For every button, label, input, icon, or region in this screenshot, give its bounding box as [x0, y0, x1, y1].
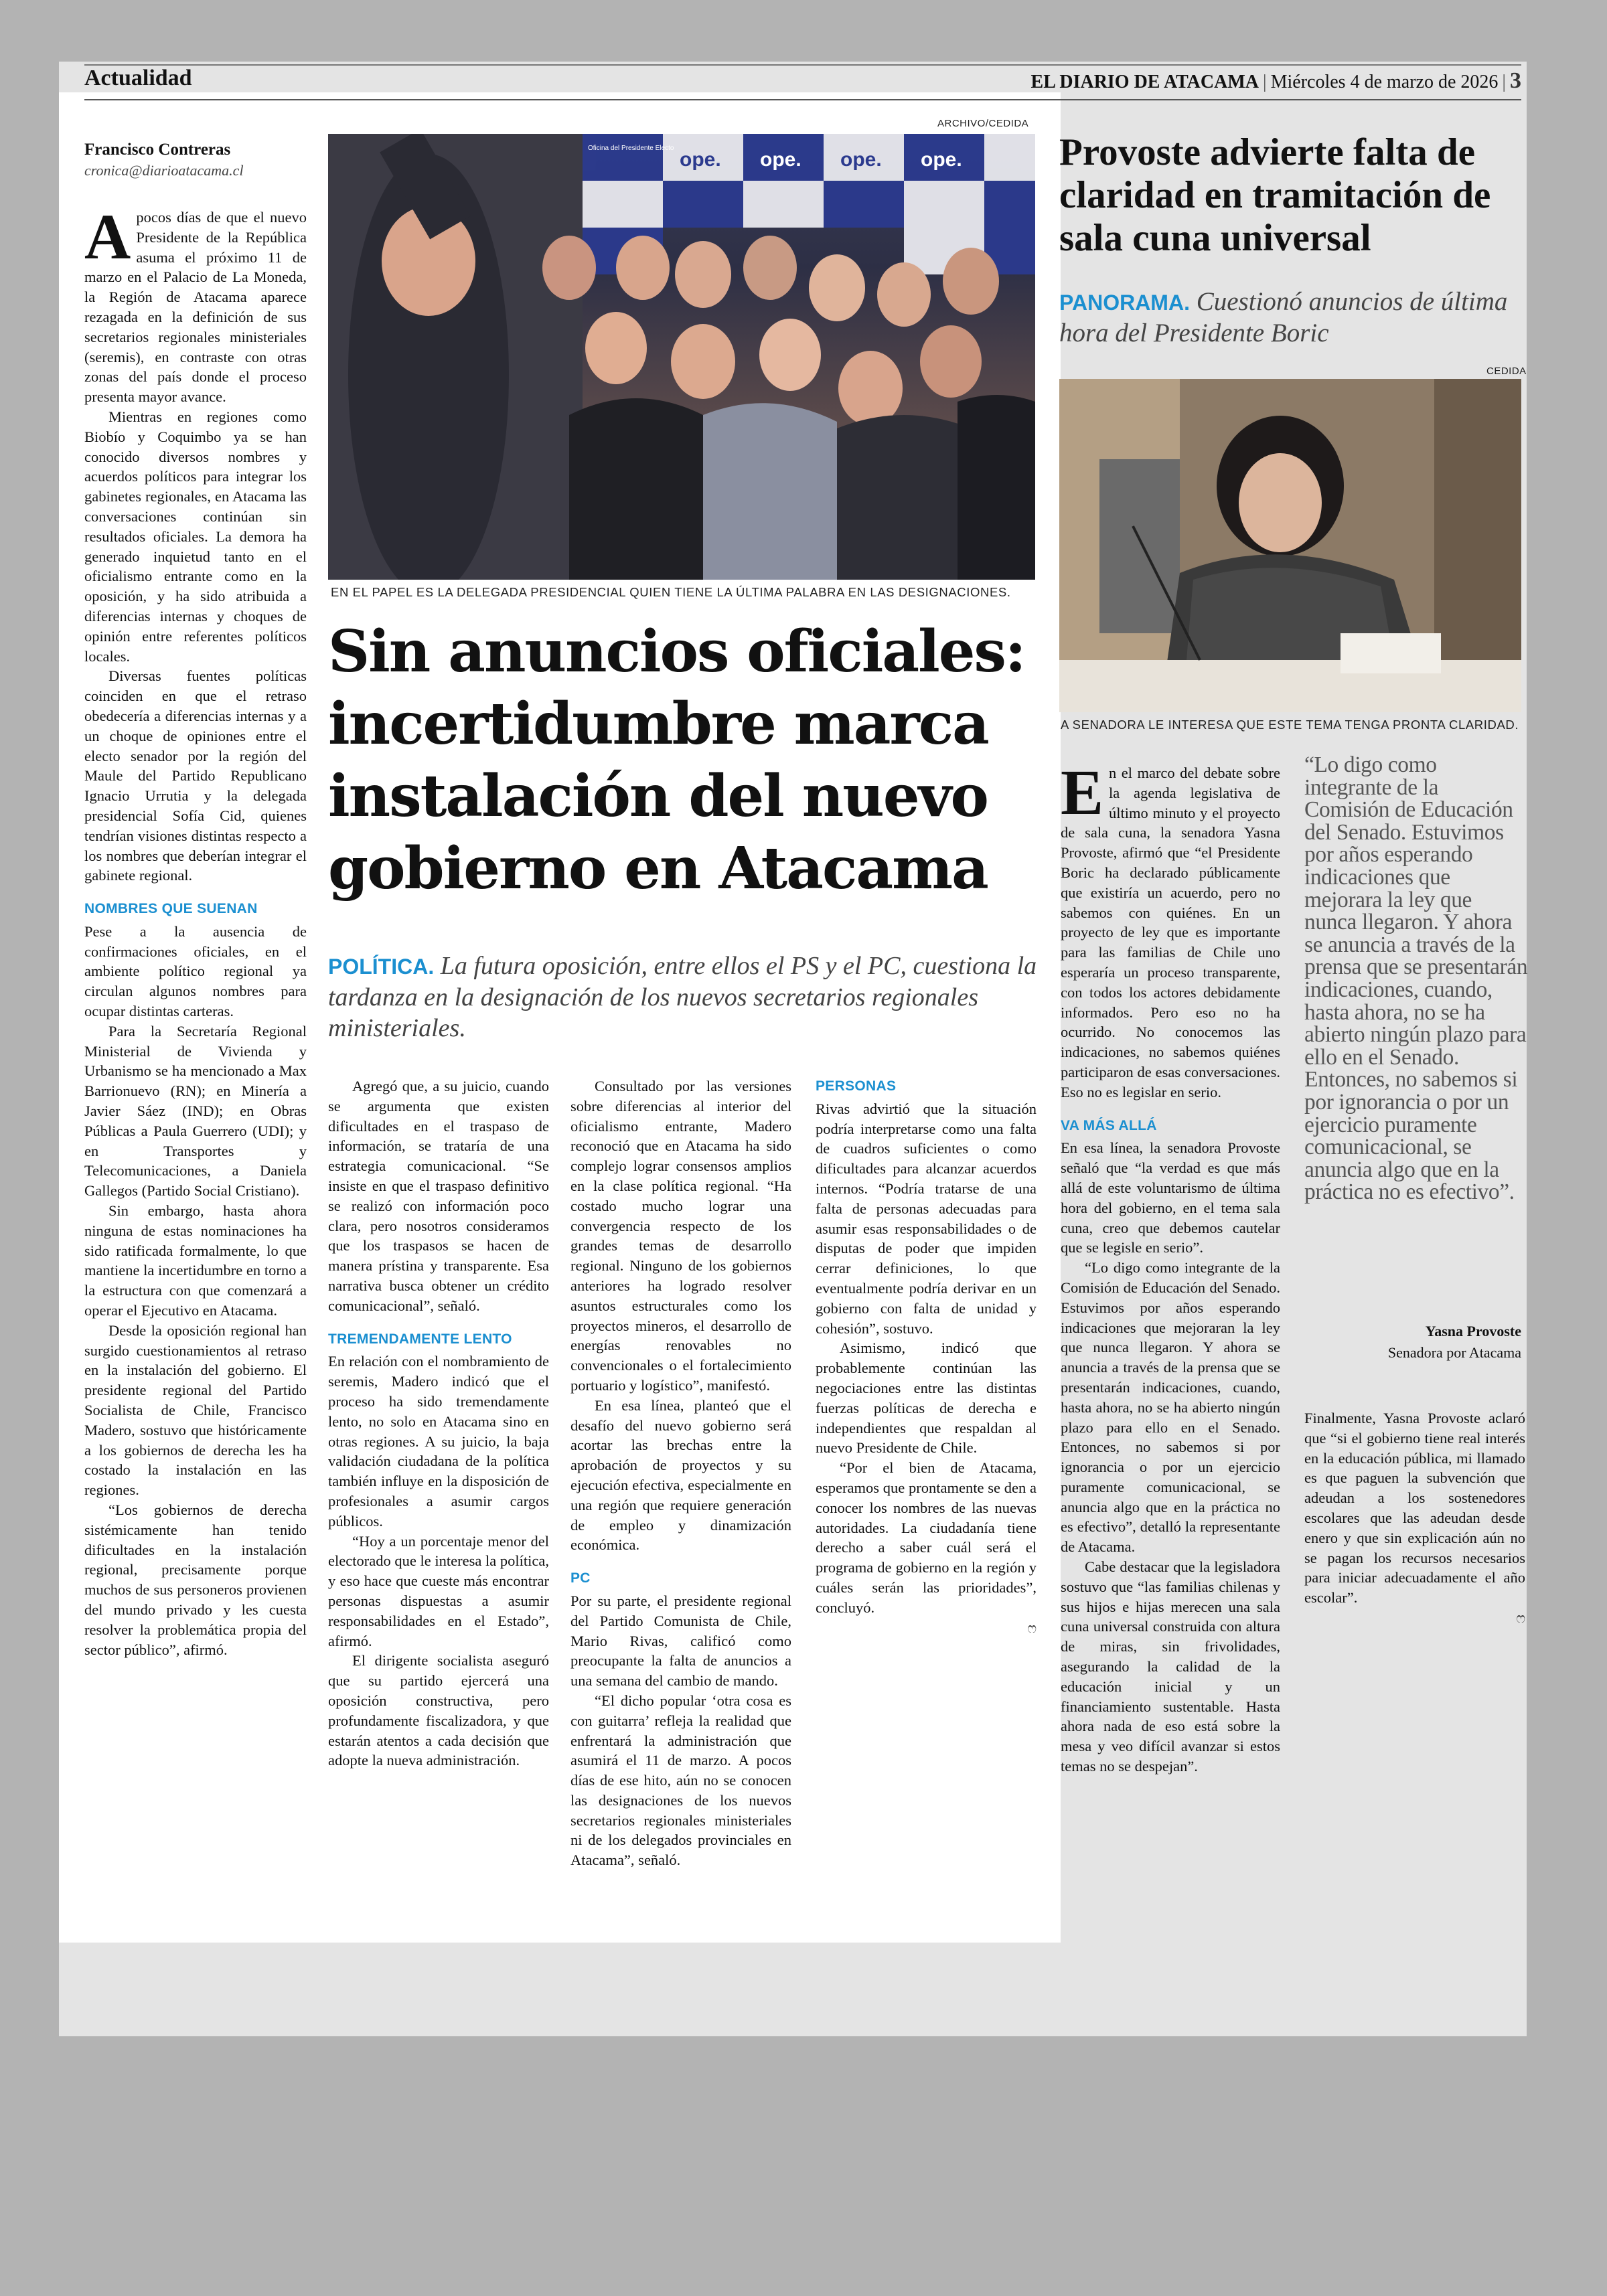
side-paragraph: n el marco del debate sobre la agenda legislativa de último minuto y el proyecto de sala cuna, la senadora Yasna Provoste, afirmó que “el Presidente Boric ha declarado públicamente que existiría un acuerdo, pero no sabemos con quiénes. En un proyecto de ley que es importante para las familias de Chile uno esperaría un proceso transparente, con todos los actores debidamente informados. Pero eso no ha ocurrido. No conocemos las indicaciones, no sabemos quiénes participaron de esas conversaciones. Eso no es legislar en serio. [1061, 764, 1280, 1100]
quote-signer-name: Yasna Provoste [1425, 1323, 1521, 1339]
main-column-1 [84, 201, 307, 1659]
side-paragraph: Cabe destacar que la legisladora sostuvo que “las familias chilenas y sus hijos e hijas merecen una sala cuna universal construida con altura de miras, sin frivolidades, asegurando la calidad de la educación inicial y un financiamiento sustentable. Hasta ahora nada de eso está sobre la mesa y veo difícil avanzar si estos temas no se despejan”. [1061, 1558, 1280, 1775]
main-paragraph: Mientras en regiones como Biobío y Coquimbo ya se han conocido diversos nombres y acuerdos políticos para integrar los gabinetes regionales, en Atacama las conversaciones continúan sin resultados oficiales. La demora ha generado inquietud tanto en el oficialismo entrante como en la oposición, y ha sido atribuida a diferencias internas y choques de opinión entre referentes políticos locales. [84, 408, 307, 665]
main-paragraph: Consultado por las versiones sobre diferencias al interior del oficialismo entrante, Madero reconoció que en Atacama ha sido complejo lograr consensos amplios en la clase política regional. “Ha costado mucho lograr una convergencia respecto de los grandes temas de desarrollo regional. Ninguno de los gobiernos anteriores ha logrado resolver asuntos estructurales como los proyectos mineros, el desarrollo de energías renovables no convencionales o el fortalecimiento portuario y logístico”, manifestó. [570, 1078, 791, 1394]
masthead: EL DIARIO DE ATACAMA | Miércoles 4 de marzo de 2026 | 3 [1030, 68, 1521, 93]
quote-signer-role: Senadora por Atacama [1387, 1344, 1521, 1361]
side-column-1 [1061, 756, 1280, 1777]
masthead-rule-top [84, 64, 1521, 66]
main-paragraph: “El dicho popular ‘otra cosa es con guitarra’ refleja la realidad que enfrentará la administración que asumirá el 11 de marzo. A pocos días de ese hito, aún no se conocen las designaciones de los nuevos secretarios regionales ministeriales ni de los delegados provinciales en Atacama”, señaló. [570, 1692, 791, 1869]
main-paragraph: “Hoy a un porcentaje menor del electorado que le interesa la política, y eso hace que cueste más encontrar personas dispuestas a asumir responsabilidades en el Estado”, afirmó. [328, 1532, 549, 1649]
subhead-pc: PC [570, 1570, 591, 1586]
pull-quote: “Lo digo como integrante de la Comisión de Educación del Senado. Estuvimos por años esperando indicaciones que mejorara la ley que nunca llegaron. Y ahora se anuncia a través de la prensa que se presentarán indicaciones, cuando, hasta ahora, no se ha abierto ningún plazo para ello en el Senado. Entonces, no sabemos si por ignorancia o por un ejercicio puramente comunicacional, se anuncia algo que en la práctica no es efectivo”. [1304, 752, 1528, 1205]
main-paragraph: El dirigente socialista aseguró que su partido ejercerá una oposición constructiva, pero profundamente fiscalizadora, y que estarán atentos a cada decisión que adopte la nueva administración. [328, 1652, 549, 1769]
main-paragraph: En esa línea, planteó que el desafío del nuevo gobierno será acortar las brechas entre la aprobación de proyectos y su ejecución efectiva, especialmente en una región que requiere generación de empleo y dinamización económica. [570, 1396, 791, 1554]
main-lead-text: La futura oposición, entre ellos el PS y el PC, cuestiona la tardanza en la designación de los nuevos secretarios regionales ministeriales. [328, 952, 1037, 1042]
main-paragraph: Agregó que, a su juicio, cuando se argumenta que existen dificultades en el traspaso de información, se trataría de una estrategia comunicacional. “Se insiste en que el traspaso definitivo se realizó con información poco clara, pero nosotros consideramos que los traspasos se hacen de manera prístina y transparente. Esa narrativa busca obtener un crédito comunicacional”, señaló. [328, 1078, 549, 1314]
main-paragraph: Rivas advirtió que la situación podría interpretarse como una falta de cuadros suficientes o como dificultades para alcanzar acuerdos internos. “Podría tratarse de una falta de personas adecuadas para asumir esas responsabilidades o de disputas de poder que impiden cerrar definiciones, lo que eventualmente podría derivar en un gobierno con falta de unidad y cohesión”, sostuvo. [816, 1100, 1037, 1337]
section-label: Actualidad [84, 66, 192, 90]
main-paragraph: Sin embargo, hasta ahora ninguna de estas nominaciones ha sido ratificada formalmente, lo que mantiene la incertidumbre en torno a la estructura con que comenzará a operar el Ejecutivo en Atacama. [84, 1202, 307, 1319]
side-lead [1059, 286, 1528, 349]
main-column-2 [328, 1076, 549, 1771]
subhead-va-mas-alla: VA MÁS ALLÁ [1061, 1117, 1157, 1133]
main-kicker: POLÍTICA. [328, 955, 435, 979]
main-paragraph: “Por el bien de Atacama, esperamos que prontamente se den a conocer los nombres de las nuevas autoridades. La ciudadanía tiene derecho a saber cuál será el programa de gobierno en la región y cuáles serán las prioridades”, concluyó. [816, 1459, 1037, 1616]
side-photo [1059, 379, 1521, 712]
main-paragraph: “Los gobiernos de derecha sistémicamente han tenido dificultades en la instalación regional, precisamente porque muchos de sus personeros provienen del mundo privado y les cuesta resolver la problemática propia del sector público”, afirmó. [84, 1501, 307, 1658]
main-lead [328, 951, 1038, 1044]
author-email[interactable]: cronica@diarioatacama.cl [84, 162, 244, 179]
side-photo-caption: A SENADORA LE INTERESA QUE ESTE TEMA TENGA PRONTA CLARIDAD. [1061, 718, 1519, 732]
svg-text:ope.: ope. [840, 149, 882, 171]
main-photo-caption: EN EL PAPEL ES LA DELEGADA PRESIDENCIAL QUIEN TIENE LA ÚLTIMA PALABRA EN LAS DESIGNACIONES. [331, 585, 1011, 599]
main-photo [328, 134, 1035, 580]
end-mark-icon: ෆ [1516, 1609, 1525, 1626]
subhead-nombres: NOMBRES QUE SUENAN [84, 901, 258, 917]
svg-text:ope.: ope. [760, 149, 801, 171]
dropcap: E [1061, 756, 1104, 828]
end-mark-icon: ෆ [1027, 1619, 1037, 1636]
side-paragraph: En esa línea, la senadora Provoste señaló que “la verdad es que más allá de este voluntarismo de última hora del gobierno, en el tema sala cuna, creo que debemos cautelar que se legisle en serio”. [1061, 1139, 1280, 1256]
backdrop-logo: ope. [680, 149, 721, 171]
side-lead-text: Cuestionó anuncios de última hora del Presidente Boric [1059, 287, 1508, 347]
main-paragraph: pocos días de que el nuevo Presidente de la República asuma el próximo 11 de marzo en el Palacio de La Moneda, la Región de Atacama aparece rezagada en la definición de sus secretarios regionales ministeriales (seremis), en contraste con otras zonas del país donde el proceso presenta mayor avance. [84, 209, 307, 406]
paper-name: EL DIARIO DE ATACAMA [1030, 72, 1259, 92]
side-column-2 [1304, 1408, 1525, 1629]
main-paragraph: Pese a la ausencia de confirmaciones oficiales, en el ambiente político regional ya circulan algunos nombres para ocupar distintas carteras. [84, 922, 307, 1020]
main-paragraph: Diversas fuentes políticas coinciden en que el retraso obedecería a diferencias internas y a un choque de opiniones entre el electo senador por la región del Maule del Partido Republicano Ignacio Urrutia y la delegada presidencial Sofía Cid, quienes tendrían visiones distintas respecto a los nombres que deberían integrar el gabinete regional. [84, 667, 307, 884]
side-paragraph: Finalmente, Yasna Provoste aclaró que “si el gobierno tiene real interés en la educación pública, mi llamado es que paguen la subvención que adeudan a los sostenedores escolares que las adeudan desde enero y que sin explicación aún no se pagan los recursos necesarios para iniciar adecuadamente el año escolar”. [1304, 1410, 1525, 1607]
subhead-personas: PERSONAS [816, 1078, 897, 1094]
svg-text:ope.: ope. [921, 149, 962, 171]
side-kicker: PANORAMA. [1059, 291, 1190, 315]
main-photo-credit: ARCHIVO/CEDIDA [937, 118, 1029, 129]
main-paragraph: Por su parte, el presidente regional del Partido Comunista de Chile, Mario Rivas, calificó como preocupante la falta de anuncios a una semana del cambio de mando. [570, 1592, 791, 1690]
senator-illustration [1059, 379, 1521, 712]
side-headline: Provoste advierte falta de claridad en tramitación de sala cuna universal [1059, 131, 1491, 259]
dropcap: A [84, 201, 131, 272]
issue-date: Miércoles 4 de marzo de 2026 [1270, 72, 1499, 92]
masthead-rule [84, 99, 1521, 100]
backdrop-text: Oficina del Presidente Electo [588, 145, 674, 152]
author-name: Francisco Contreras [84, 141, 231, 159]
side-paragraph: “Lo digo como integrante de la Comisión de Educación del Senado. Estuvimos por años esperando indicaciones que mejoraran la ley que nunca llegaron. Y ahora se anuncia a través de la prensa que se presentarán indicaciones, cuando, hasta ahora, no se ha abierto ningún plazo para ello en el Senado. Entonces, no sabemos si por ignorancia o por un ejercicio puramente comunicacional, se anuncia algo que en la práctica no es efectivo”, detalló la representante de Atacama. [1061, 1259, 1280, 1556]
subhead-lento: TREMENDAMENTE LENTO [328, 1331, 512, 1347]
main-paragraph: En relación con el nombramiento de seremis, Madero indicó que el proceso ha sido tremendamente lento, no solo en Atacama sino en otras regiones. A su juicio, la baja validación ciudadana de la política también influye en la disposición de profesionales a asumir cargos públicos. [328, 1353, 549, 1530]
main-paragraph: Asimismo, indicó que probablemente continúan las negociaciones entre las distintas fuerzas políticas de derecha e independientes que respaldan al nuevo Presidente de Chile. [816, 1339, 1037, 1457]
main-headline: Sin anuncios oficiales: incertidumbre marca instalación del nuevo gobierno en Atacama [328, 618, 1025, 902]
page-number: 3 [1510, 68, 1521, 93]
main-paragraph: Desde la oposición regional han surgido cuestionamientos al retraso en la instalación del gobierno. El presidente regional del Partido Socialista de Chile, Francisco Madero, sostuvo que históricamente a los gobiernos de derecha les ha costado la instalación en las regiones. [84, 1321, 307, 1499]
main-column-4 [816, 1076, 1037, 1638]
main-paragraph: Para la Secretaría Regional Ministerial de Vivienda y Urbanismo se ha mencionado a Max Barrionuevo (RN); en Minería a Javier Sáez (IND); en Obras Públicas a Paula Guerrero (UDI); y en Transportes y Telecomunicaciones, a Daniela Gallegos (Partido Social Cristiano). [84, 1022, 307, 1200]
side-photo-credit: CEDIDA [1486, 365, 1527, 377]
main-column-3 [570, 1076, 791, 1870]
group-selfie-illustration [328, 134, 1035, 580]
